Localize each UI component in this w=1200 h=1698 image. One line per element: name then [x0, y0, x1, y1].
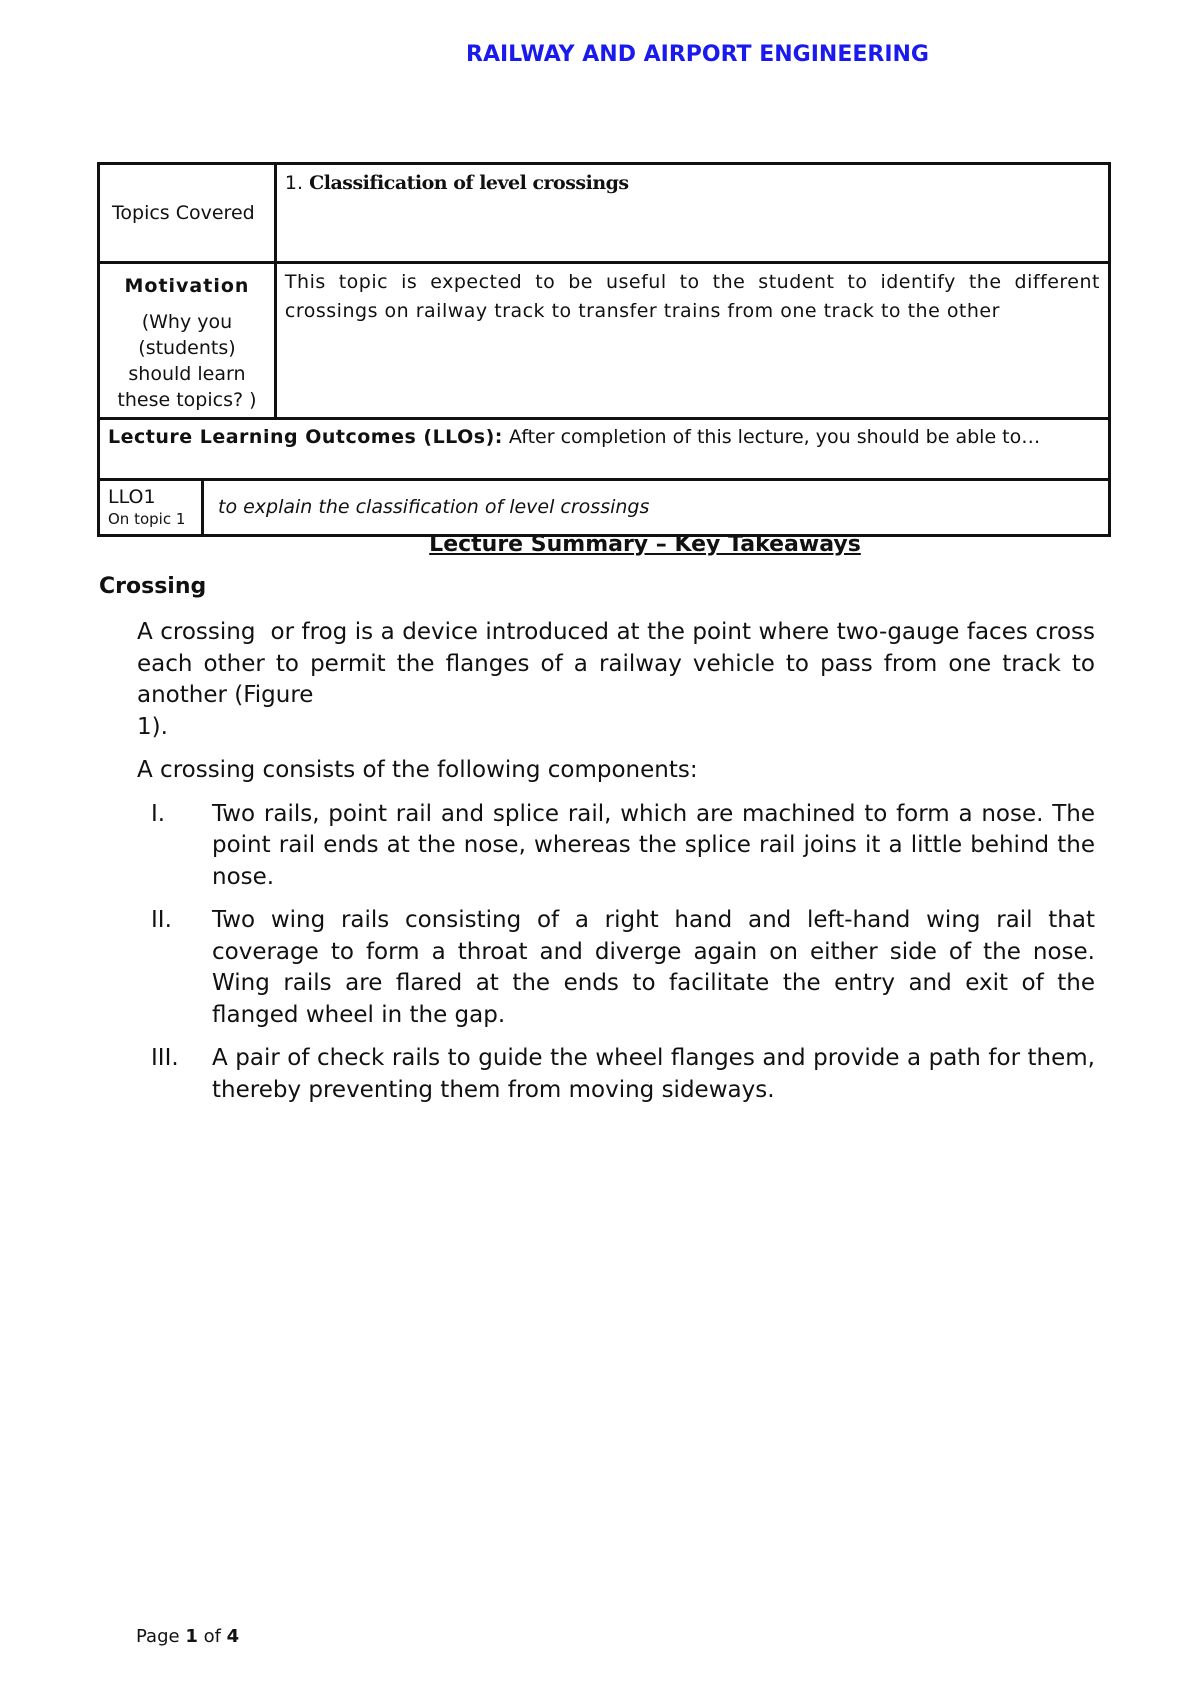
- paragraph-1-end: 1).: [137, 713, 168, 740]
- list-number: II.: [151, 907, 172, 933]
- topics-label: Topics Covered: [99, 164, 276, 263]
- llo1-topic: On topic 1: [108, 510, 186, 528]
- list-number: I.: [151, 800, 166, 827]
- list-item: [137, 799, 1095, 894]
- page-total: 4: [226, 1626, 240, 1647]
- lecture-info-table: [97, 162, 1111, 537]
- llo1-id-cell: [99, 480, 203, 536]
- document-header: RAILWAY AND AIRPORT ENGINEERING: [466, 42, 929, 67]
- paragraph-1: A crossing or frog is a device introduced at the point where two-gauge faces cross each other to permit the flanges of a railway vehicle to pass from one track to another (Figure: [137, 619, 1103, 708]
- topics-value-cell: [275, 164, 1109, 263]
- llo-heading-cell: [99, 419, 1110, 480]
- motivation-label: Motivation: [124, 275, 250, 297]
- summary-body: [137, 617, 1103, 1118]
- of-word: of: [203, 1626, 221, 1647]
- section-heading: Crossing: [99, 574, 207, 599]
- list-item: [137, 1043, 1095, 1106]
- topic-number: 1.: [284, 172, 304, 194]
- llo1-text: to explain the classification of level crossings: [203, 480, 1110, 536]
- paragraph-2: A crossing consists of the following components:: [137, 757, 698, 783]
- page-footer: [136, 1626, 239, 1647]
- list-text: A pair of check rails to guide the wheel flanges and provide a path for them, thereby preventing them from moving sideways.: [212, 1045, 1095, 1103]
- summary-title: Lecture Summary – Key Takeaways: [429, 532, 861, 557]
- llo-heading: Lecture Learning Outcomes (LLOs):: [108, 426, 503, 448]
- motivation-text: This topic is expected to be useful to the student to identify the different crossings on railway track to transfer trains from one track to the other: [275, 263, 1109, 419]
- list-item: [137, 905, 1095, 1031]
- list-text: Two rails, point rail and splice rail, which are machined to form a nose. The point rail ends at the nose, whereas the splice rail joins it a little behind the nose.: [212, 800, 1095, 890]
- llo1-row: [99, 480, 1110, 536]
- motivation-subtitle: (Why you (students) should learn these topics? ): [117, 311, 257, 411]
- list-number: III.: [151, 1045, 179, 1071]
- motivation-label-cell: [99, 263, 276, 419]
- llo-heading-row: [99, 419, 1110, 480]
- list-text: Two wing rails consisting of a right hand and left-hand wing rail that coverage to form a throat and diverge again on either side of the nose. Wing rails are flared at the ends to facilitate the entry and exit of the flanged wheel in the gap.: [212, 907, 1095, 1028]
- topics-row: [99, 164, 1110, 263]
- motivation-row: [99, 263, 1110, 419]
- llo1-id: LLO1: [108, 486, 156, 508]
- llo-intro: After completion of this lecture, you should be able to…: [508, 426, 1041, 448]
- page-number: 1: [185, 1626, 198, 1647]
- page-word: Page: [136, 1626, 180, 1647]
- topic-title: Classification of level crossings: [309, 172, 629, 194]
